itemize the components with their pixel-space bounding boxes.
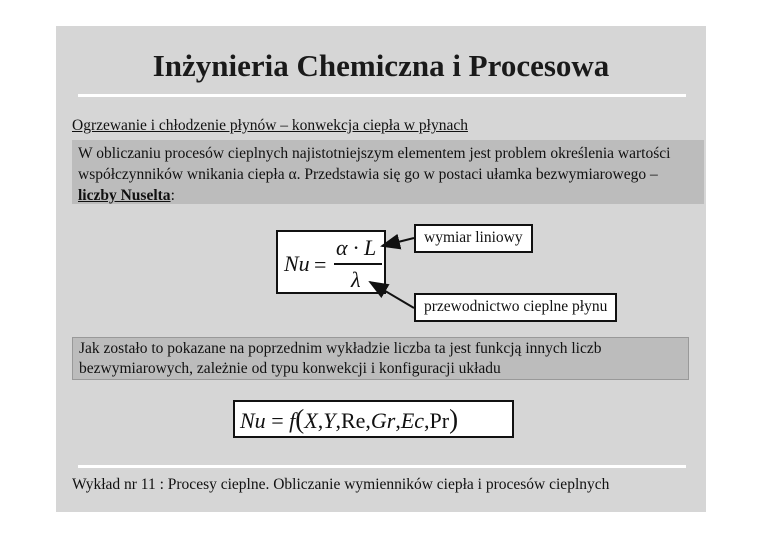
title-divider [78, 94, 686, 97]
function-paragraph-box: Jak zostało to pokazane na poprzednim wykładzie liczba ta jest funkcją innych liczb bezwymiarowych, zależnie od typu konwekcji i konfiguracji układu [72, 337, 689, 380]
footer-text: Wykład nr 11 : Procesy cieplne. Obliczanie wymienników ciepła i procesów cieplnych [72, 476, 610, 493]
intro-end: : [170, 187, 175, 204]
arrow-to-L [382, 238, 414, 246]
f2-lhs: Nu [240, 408, 266, 433]
fraction-bar [334, 263, 382, 265]
formula-denominator: λ [351, 267, 361, 292]
conductivity-label: przewodnictwo cieplne płynu [414, 293, 617, 322]
f2-arg-pr: Pr [429, 408, 450, 433]
intro-text: W obliczaniu procesów cieplnych najistotniejszym elementem jest problem określenia wartości współczynników wnikania ciepła α. Przedstawia się go w postaci ułamka bezwymiarowego – [78, 145, 671, 183]
section-heading: Ogrzewanie i chłodzenie płynów – konwekcja ciepła w płynach [72, 117, 468, 134]
f2-arg-x: X [304, 408, 318, 433]
nusselt-keyword: liczby Nuselta [78, 187, 171, 204]
f2-equals: = [271, 408, 284, 433]
f2-comma: , [317, 408, 324, 433]
f2-arg-ec: Ec [400, 408, 425, 433]
f2-func: f [289, 408, 296, 433]
slide [56, 26, 706, 512]
nusselt-function-formula [233, 400, 514, 438]
slide-title: Inżynieria Chemiczna i Procesowa [152, 48, 610, 83]
formula-numerator: α · L [336, 235, 377, 260]
f2-arg-gr: Gr [370, 408, 396, 433]
footer-divider [78, 465, 686, 468]
nusselt-formula [276, 230, 386, 294]
f2-arg-y: Y [323, 408, 336, 433]
formula-lhs: Nu [284, 251, 310, 276]
f2-comma: , [335, 408, 341, 433]
f2-comma: , [365, 408, 371, 433]
f2-comma: , [395, 408, 401, 433]
f2-comma: , [424, 408, 430, 433]
linear-dimension-label: wymiar liniowy [414, 224, 533, 253]
intro-paragraph-box [72, 140, 704, 204]
formula-equals: = [314, 252, 327, 277]
f2-open-paren: ( [295, 404, 305, 434]
f2-close-paren: ) [449, 404, 459, 434]
f2-arg-re: Re [340, 408, 366, 433]
